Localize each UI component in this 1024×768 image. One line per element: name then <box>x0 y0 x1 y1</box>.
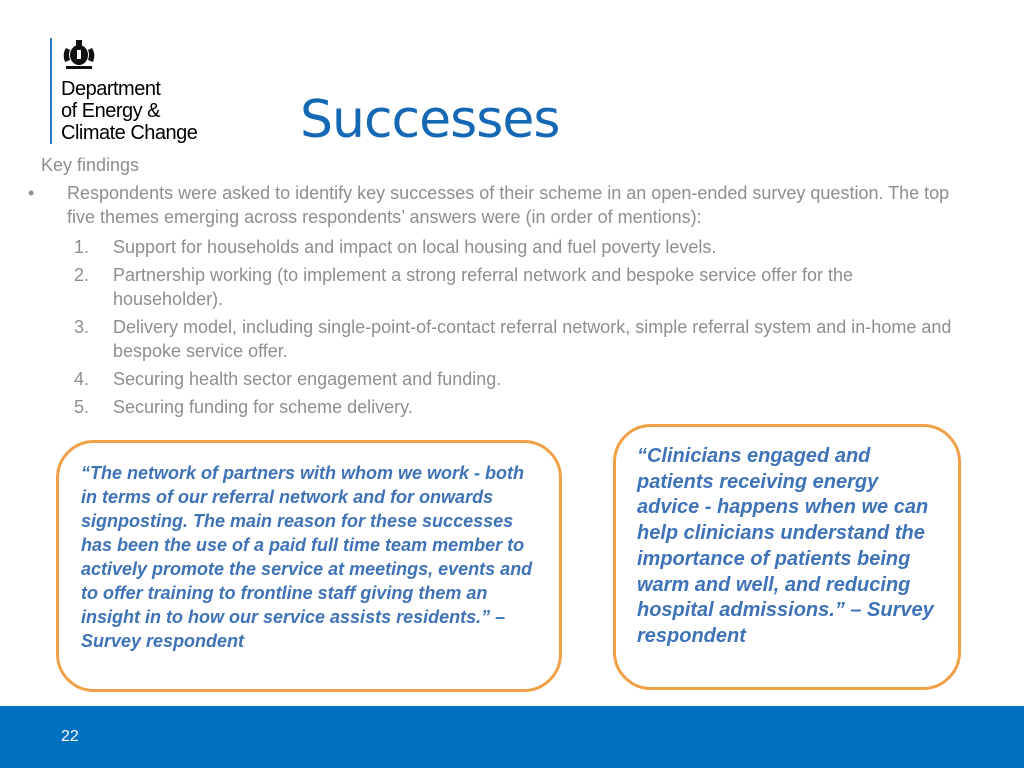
bullet-point <box>28 181 958 229</box>
themes-list <box>28 235 958 419</box>
logo-wordmark <box>61 78 197 144</box>
list-item-text: Securing health sector engagement and funding. <box>113 369 502 389</box>
list-item <box>74 263 958 311</box>
list-item <box>74 315 958 363</box>
logo-line: of Energy & <box>61 100 161 122</box>
list-number: 1. <box>74 237 90 257</box>
slide-title: Successes <box>300 90 560 150</box>
subheading: Key findings <box>41 155 140 175</box>
quote-text: “The network of partners with whom we work - both in terms of our referral network and for onwards signposting. The main reason for these successes has been the use of a paid full time team member to actively promote the service at meetings, events and to offer training to frontline staff giving them an insight in to how our service assists residents.” – Survey respondent <box>81 463 533 651</box>
list-number: 3. <box>74 317 90 337</box>
page-number: 22 <box>61 728 79 745</box>
footer-bar <box>0 706 1024 768</box>
quote-box-right <box>613 424 961 690</box>
list-item <box>74 395 958 419</box>
list-number: 5. <box>74 397 90 417</box>
department-logo <box>50 38 230 148</box>
logo-line: Climate Change <box>61 122 198 144</box>
logo-line: Department <box>61 78 161 100</box>
list-number: 2. <box>74 265 90 285</box>
royal-crest-icon <box>60 38 98 72</box>
list-item-text: Delivery model, including single-point-of-contact referral network, simple referral system and in-home and bespoke service offer. <box>113 317 952 361</box>
list-number: 4. <box>74 369 90 389</box>
list-item <box>74 367 958 391</box>
quote-box-left <box>56 440 562 692</box>
bullet-text: Respondents were asked to identify key successes of their scheme in an open-ended survey question. The top five themes emerging across respondents’ answers were (in order of mentions): <box>67 183 950 227</box>
logo-divider <box>50 38 52 144</box>
list-item-text: Partnership working (to implement a strong referral network and bespoke service offer for the householder). <box>113 265 854 309</box>
list-item-text: Securing funding for scheme delivery. <box>113 397 413 417</box>
quote-text: “Clinicians engaged and patients receiving energy advice - happens when we can help clinicians understand the importance of patients being warm and well, and reducing hospital admissions.” – Survey respondent <box>637 445 934 647</box>
list-item-text: Support for households and impact on local housing and fuel poverty levels. <box>113 237 717 257</box>
list-item <box>74 235 958 259</box>
slide-content <box>28 181 958 423</box>
bullet-marker: • <box>28 183 35 203</box>
